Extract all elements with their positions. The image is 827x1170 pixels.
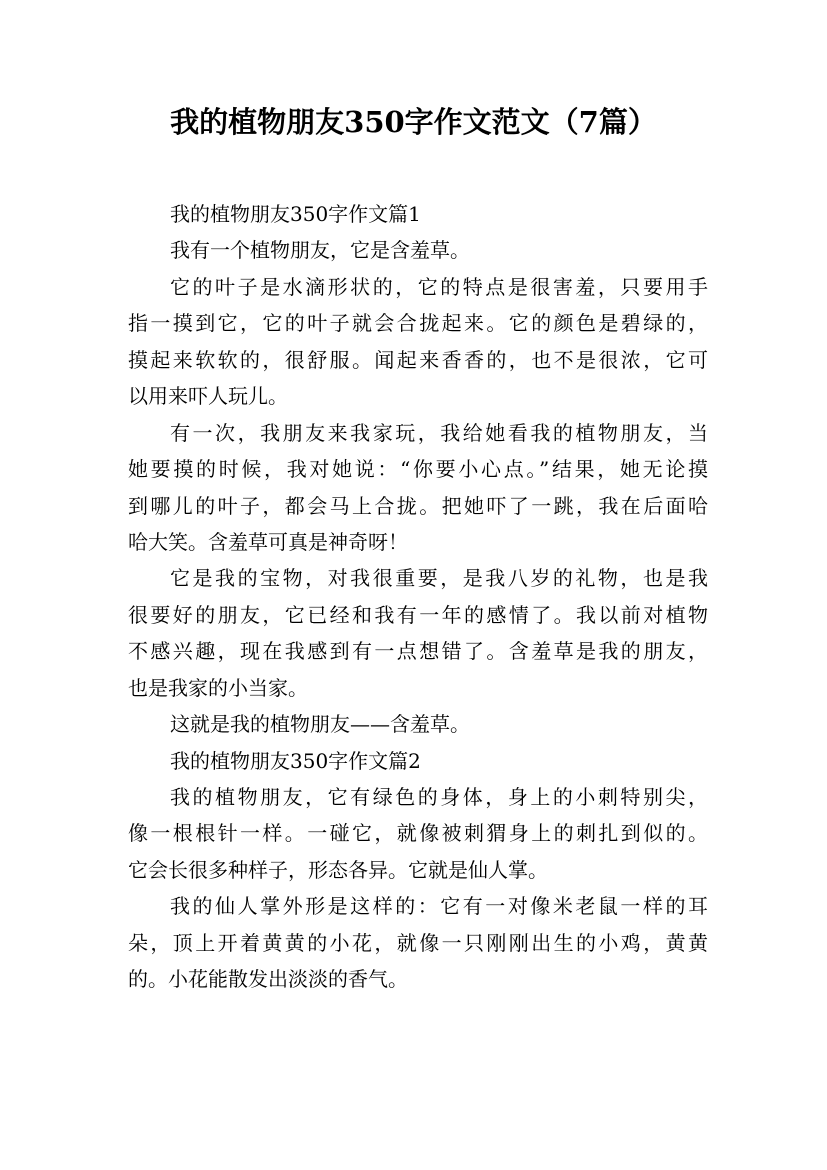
- document-body: [128, 196, 708, 998]
- text-line: 的。小花能散发出淡淡的香气。: [128, 967, 408, 992]
- text-line: 我的仙人掌外形是这样的：它有一对像米老鼠一样的耳: [170, 894, 708, 919]
- text-line: 有一次，我朋友来我家玩，我给她看我的植物朋友，当: [170, 420, 708, 445]
- text-line: 哈大笑。含羞草可真是神奇呀！: [128, 529, 408, 554]
- text-line: 它的叶子是水滴形状的，它的特点是很害羞，只要用手: [170, 274, 708, 299]
- text-line: 摸起来软软的，很舒服。闻起来香香的，也不是很浓，它可: [128, 347, 708, 372]
- text-line: 我的植物朋友350字作文篇2: [170, 748, 421, 773]
- text-line: 朵，顶上开着黄黄的小花，就像一只刚刚出生的小鸡，黄黄: [128, 930, 708, 955]
- text-line: 她要摸的时候，我对她说：“你要小心点。”结果，她无论摸: [128, 457, 708, 482]
- text-line: 它是我的宝物，对我很重要，是我八岁的礼物，也是我: [170, 566, 708, 591]
- text-line: 我的植物朋友，它有绿色的身体，身上的小刺特别尖，: [170, 785, 708, 809]
- text-line: 指一摸到它，它的叶子就会合拢起来。它的颜色是碧绿的，: [128, 311, 708, 336]
- text-line: 很要好的朋友，它已经和我有一年的感情了。我以前对植物: [128, 602, 708, 627]
- document-title: 我的植物朋友350字作文范文（7篇）: [170, 105, 657, 139]
- text-line: 我有一个植物朋友，它是含羞草。: [170, 238, 470, 263]
- text-line: 这就是我的植物朋友——含羞草。: [170, 712, 470, 737]
- text-line: 它会长很多种样子，形态各异。它就是仙人掌。: [128, 857, 548, 882]
- text-line: 以用来吓人玩儿。: [128, 384, 288, 409]
- text-line: 到哪儿的叶子，都会马上合拢。把她吓了一跳，我在后面哈: [128, 493, 708, 518]
- text-line: 像一根根针一样。一碰它，就像被刺猬身上的刺扎到似的。: [128, 821, 708, 846]
- text-line: 不感兴趣，现在我感到有一点想错了。含羞草是我的朋友，: [128, 639, 708, 664]
- text-line: 也是我家的小当家。: [128, 675, 308, 700]
- text-line: 我的植物朋友350字作文篇1: [170, 202, 421, 226]
